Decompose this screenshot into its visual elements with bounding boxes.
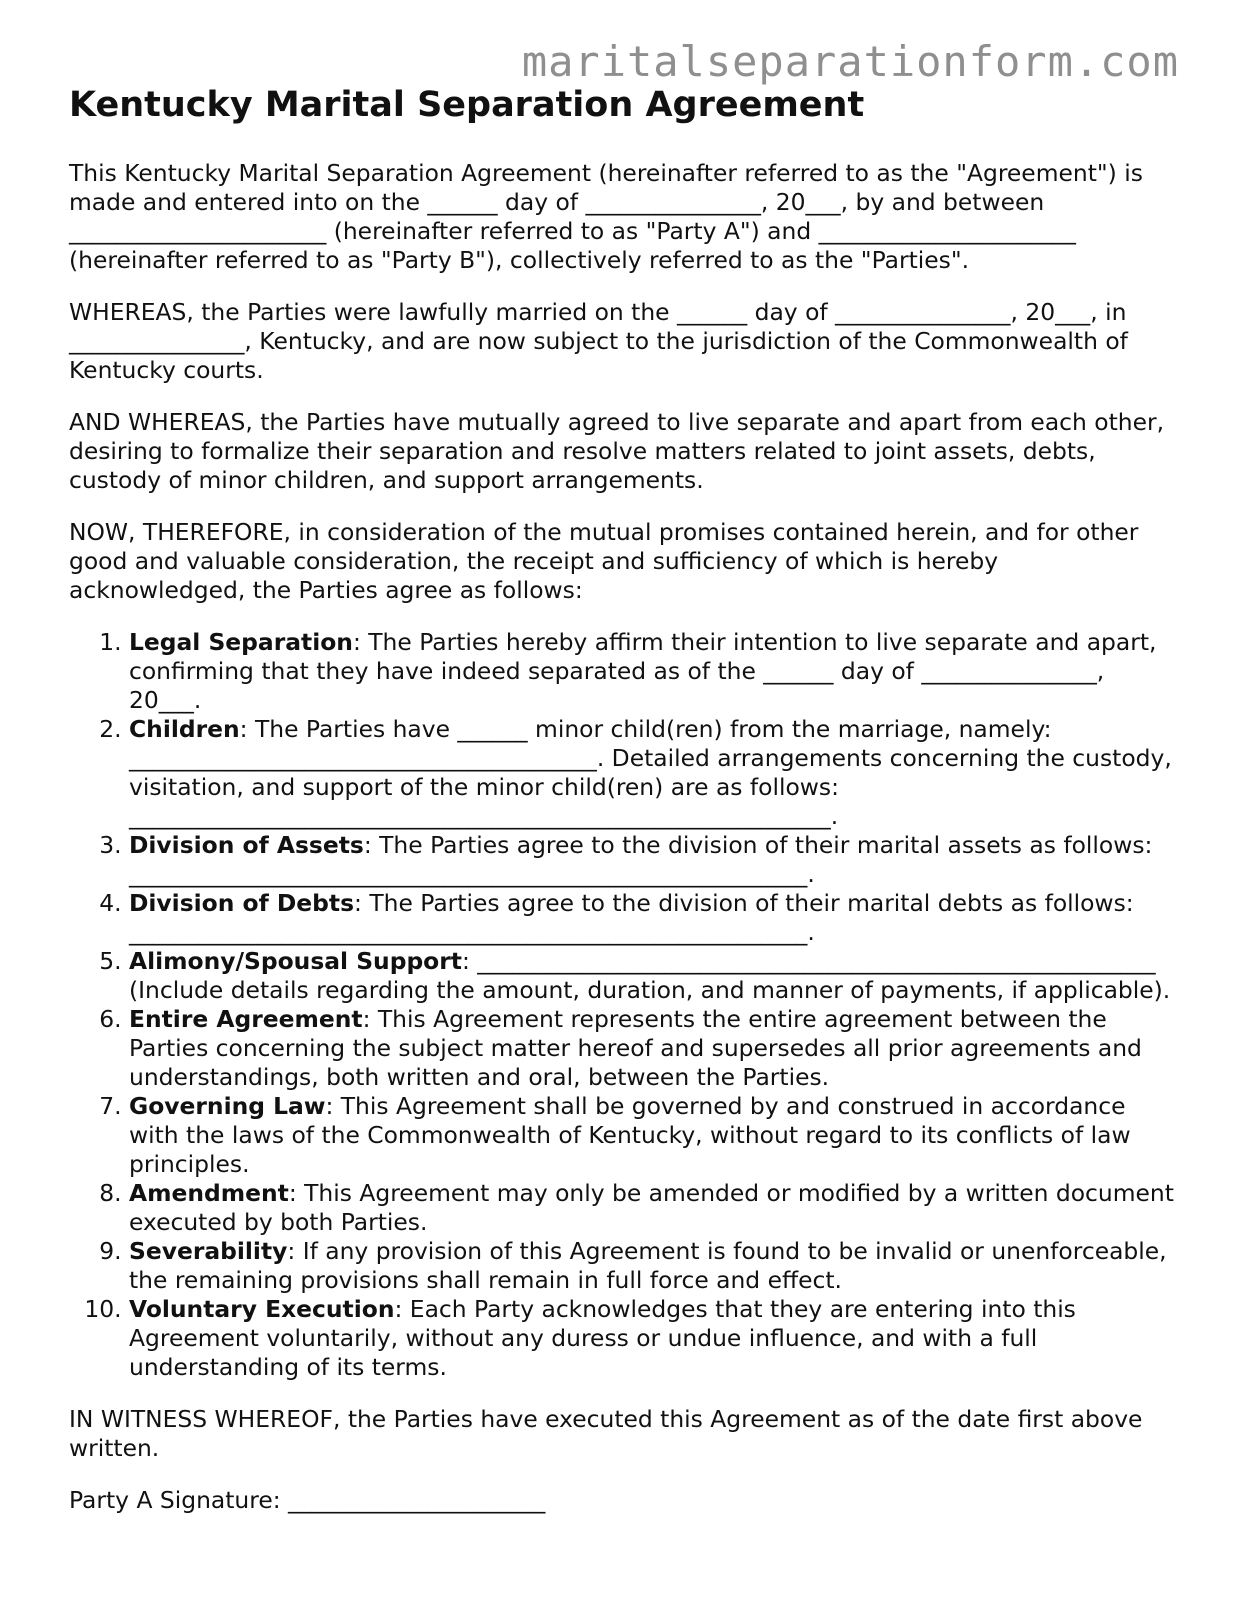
party-a-signature-line: Party A Signature: ______________________	[69, 1486, 546, 1514]
clause-item	[129, 831, 1179, 889]
clause-heading: Severability	[129, 1237, 288, 1265]
clause-text: : Each Party acknowledges that they are entering into this Agreement voluntarily, without any duress or undue influence, and with a full understanding of its terms.	[129, 1295, 1076, 1381]
clause-text: : __________________________________________________________ (Include details regarding the amount, duration, and manner of payments, if applicable).	[129, 947, 1171, 1004]
document-page	[69, 84, 1179, 1538]
clause-list	[69, 628, 1179, 1382]
clause-item	[129, 1005, 1179, 1092]
clause-text: : The Parties hereby affirm their intention to live separate and apart, confirming that they have indeed separated as of the ______ day of _______________, 20___.	[129, 628, 1157, 714]
clause-text: : The Parties agree to the division of their marital debts as follows: __________________________________________________________.	[129, 889, 1134, 946]
whereas-married-paragraph: WHEREAS, the Parties were lawfully married on the ______ day of _______________, 20___, in _______________, Kentucky, and are now subject to the jurisdiction of the Commonwealth of Kentucky courts.	[69, 298, 1128, 384]
clause-item	[129, 1295, 1179, 1382]
clause-heading: Division of Assets	[129, 831, 364, 859]
clause-heading: Entire Agreement	[129, 1005, 363, 1033]
whereas-agreed-paragraph: AND WHEREAS, the Parties have mutually agreed to live separate and apart from each other, desiring to formalize their separation and resolve matters related to joint assets, debts, custody of minor children, and support arrangements.	[69, 408, 1165, 494]
now-therefore-paragraph: NOW, THEREFORE, in consideration of the mutual promises contained herein, and for other good and valuable consideration, the receipt and sufficiency of which is hereby acknowledged, the Parties agree as follows:	[69, 518, 1139, 604]
clause-text: : The Parties agree to the division of their marital assets as follows: __________________________________________________________.	[129, 831, 1153, 888]
clause-item	[129, 628, 1179, 715]
clause-heading: Governing Law	[129, 1092, 326, 1120]
clause-text: : The Parties have ______ minor child(ren) from the marriage, namely: ________________________________________. Detailed arrangements concerning the custody, visitation, and support of the minor child(ren) are as follows: ____________________________________________________________.	[129, 715, 1172, 830]
document-title: Kentucky Marital Separation Agreement	[69, 85, 865, 125]
clause-heading: Children	[129, 715, 240, 743]
clause-item	[129, 1179, 1179, 1237]
clause-heading: Amendment	[129, 1179, 289, 1207]
clause-item	[129, 715, 1179, 831]
clause-text: : If any provision of this Agreement is found to be invalid or unenforceable, the remaining provisions shall remain in full force and effect.	[129, 1237, 1167, 1294]
witness-paragraph: IN WITNESS WHEREOF, the Parties have executed this Agreement as of the date first above written.	[69, 1405, 1143, 1462]
clause-item	[129, 889, 1179, 947]
clause-text: : This Agreement shall be governed by and construed in accordance with the laws of the Commonwealth of Kentucky, without regard to its conflicts of law principles.	[129, 1092, 1131, 1178]
clause-heading: Legal Separation	[129, 628, 353, 656]
clause-item	[129, 1092, 1179, 1179]
clause-text: : This Agreement may only be amended or modified by a written document executed by both Parties.	[129, 1179, 1174, 1236]
clause-heading: Voluntary Execution	[129, 1295, 395, 1323]
watermark: maritalseparationform.com	[521, 37, 1179, 86]
intro-paragraph: This Kentucky Marital Separation Agreement (hereinafter referred to as the "Agreement") is made and entered into on the ______ day of _______________, 20___, by and between ______________________ (hereinafter referred to as "Party A") and ______________________ (hereinafter referred to as "Party B"), collectively referred to as the "Parties".	[69, 159, 1143, 274]
clause-item	[129, 1237, 1179, 1295]
clause-text: : This Agreement represents the entire agreement between the Parties concerning the subject matter hereof and supersedes all prior agreements and understandings, both written and oral, between the Parties.	[129, 1005, 1142, 1091]
clause-heading: Division of Debts	[129, 889, 355, 917]
clause-heading: Alimony/Spousal Support	[129, 947, 462, 975]
clause-item	[129, 947, 1179, 1005]
